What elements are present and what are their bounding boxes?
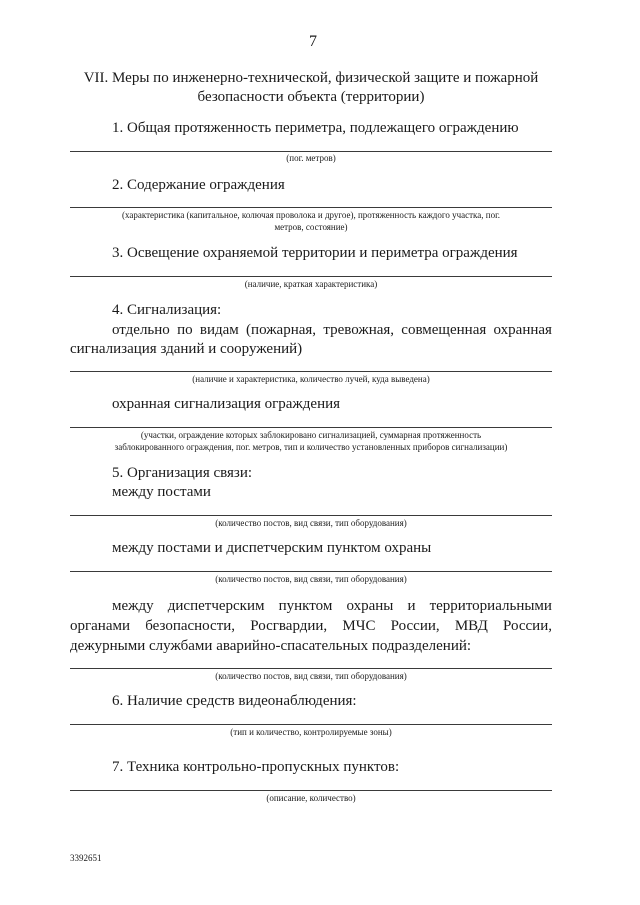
word: отдельно	[112, 322, 170, 338]
fill-line-between-posts	[70, 515, 552, 516]
fence-alarm-text: охранная сигнализация ограждения	[112, 396, 341, 412]
item-fence-title: 2. Содержание ограждения	[112, 177, 285, 193]
fill-line-fence-alarm	[70, 427, 552, 428]
fill-line-video	[70, 724, 552, 725]
word: совмещенная	[401, 322, 487, 338]
caption-posts-dispatch: (количество постов, вид связи, тип оборудования)	[215, 574, 407, 584]
word: по	[177, 322, 193, 338]
page-number: 7	[309, 33, 317, 50]
fill-line-checkpoint	[70, 790, 552, 791]
word: тревожная,	[323, 322, 395, 338]
fill-line-perimeter	[70, 151, 552, 152]
caption-fence-alarm-1: (участки, ограждение которых заблокировано сигнализацией, суммарная протяженность	[140, 430, 482, 440]
word: пунктом	[278, 598, 333, 614]
word: между	[112, 598, 154, 614]
item-perimeter-title: 1. Общая протяженность периметра, подлежащего ограждению	[112, 120, 519, 136]
caption-fence-2: метров, состояние)	[274, 222, 348, 232]
caption-lighting: (наличие, краткая характеристика)	[244, 279, 378, 289]
item-lighting-title: 3. Освещение охраняемой территории и периметра ограждения	[112, 245, 518, 261]
fill-line-lighting	[70, 276, 552, 277]
between-posts-text: между постами	[112, 484, 211, 500]
caption-dispatch: (количество постов, вид связи, тип оборудования)	[215, 671, 407, 681]
item-alarm-title: 4. Сигнализация:	[112, 302, 222, 318]
caption-checkpoint: (описание, количество)	[266, 793, 356, 803]
word: МЧС	[342, 618, 376, 634]
word: видам	[199, 322, 239, 338]
word: охраны	[346, 598, 394, 614]
word: России,	[503, 618, 552, 634]
document-code: 3392651	[70, 853, 102, 863]
word: безопасности,	[145, 618, 236, 634]
fill-line-dispatch	[70, 668, 552, 669]
word: охранная	[493, 322, 552, 338]
caption-fence-alarm-2: заблокированного ограждения, пог. метров, тип и количество установленных приборов сигнализации)	[114, 442, 508, 452]
word: России,	[390, 618, 440, 634]
word: территориальными	[429, 598, 552, 614]
caption-perimeter: (пог. метров)	[286, 153, 336, 163]
caption-between-posts: (количество постов, вид связи, тип оборудования)	[215, 518, 407, 528]
section-heading-line-1: VII. Меры по инженерно-технической, физической защите и пожарной	[83, 70, 539, 86]
item-communication-title: 5. Организация связи:	[112, 465, 253, 481]
caption-fence-1: (характеристика (капитальное, колючая проволока и другое), протяженность каждого участка, пог.	[121, 210, 501, 220]
word: органами	[70, 618, 131, 634]
dispatch-text-line-3: дежурными службами аварийно-спасательных подразделений:	[70, 638, 472, 654]
word: МВД	[454, 618, 488, 634]
fill-line-fence	[70, 207, 552, 208]
posts-dispatch-text: между постами и диспетчерским пунктом охраны	[112, 540, 432, 556]
fill-line-alarm	[70, 371, 552, 372]
caption-alarm: (наличие и характеристика, количество лучей, куда выведена)	[192, 374, 430, 384]
alarm-text-line-1	[112, 322, 552, 339]
caption-video: (тип и количество, контролируемые зоны)	[230, 727, 392, 737]
fill-line-posts-dispatch	[70, 571, 552, 572]
word: и	[407, 598, 416, 614]
dispatch-text-line-1	[112, 598, 552, 615]
section-heading-line-2: безопасности объекта (территории)	[197, 89, 425, 105]
item-checkpoint-title: 7. Техника контрольно-пропускных пунктов:	[112, 759, 400, 775]
word: диспетчерским	[167, 598, 265, 614]
word: (пожарная,	[246, 322, 317, 338]
item-video-title: 6. Наличие средств видеонаблюдения:	[112, 693, 357, 709]
word: Росгвардии,	[250, 618, 328, 634]
alarm-text-line-2: сигнализация зданий и сооружений)	[70, 341, 303, 357]
dispatch-text-line-2	[70, 618, 552, 635]
